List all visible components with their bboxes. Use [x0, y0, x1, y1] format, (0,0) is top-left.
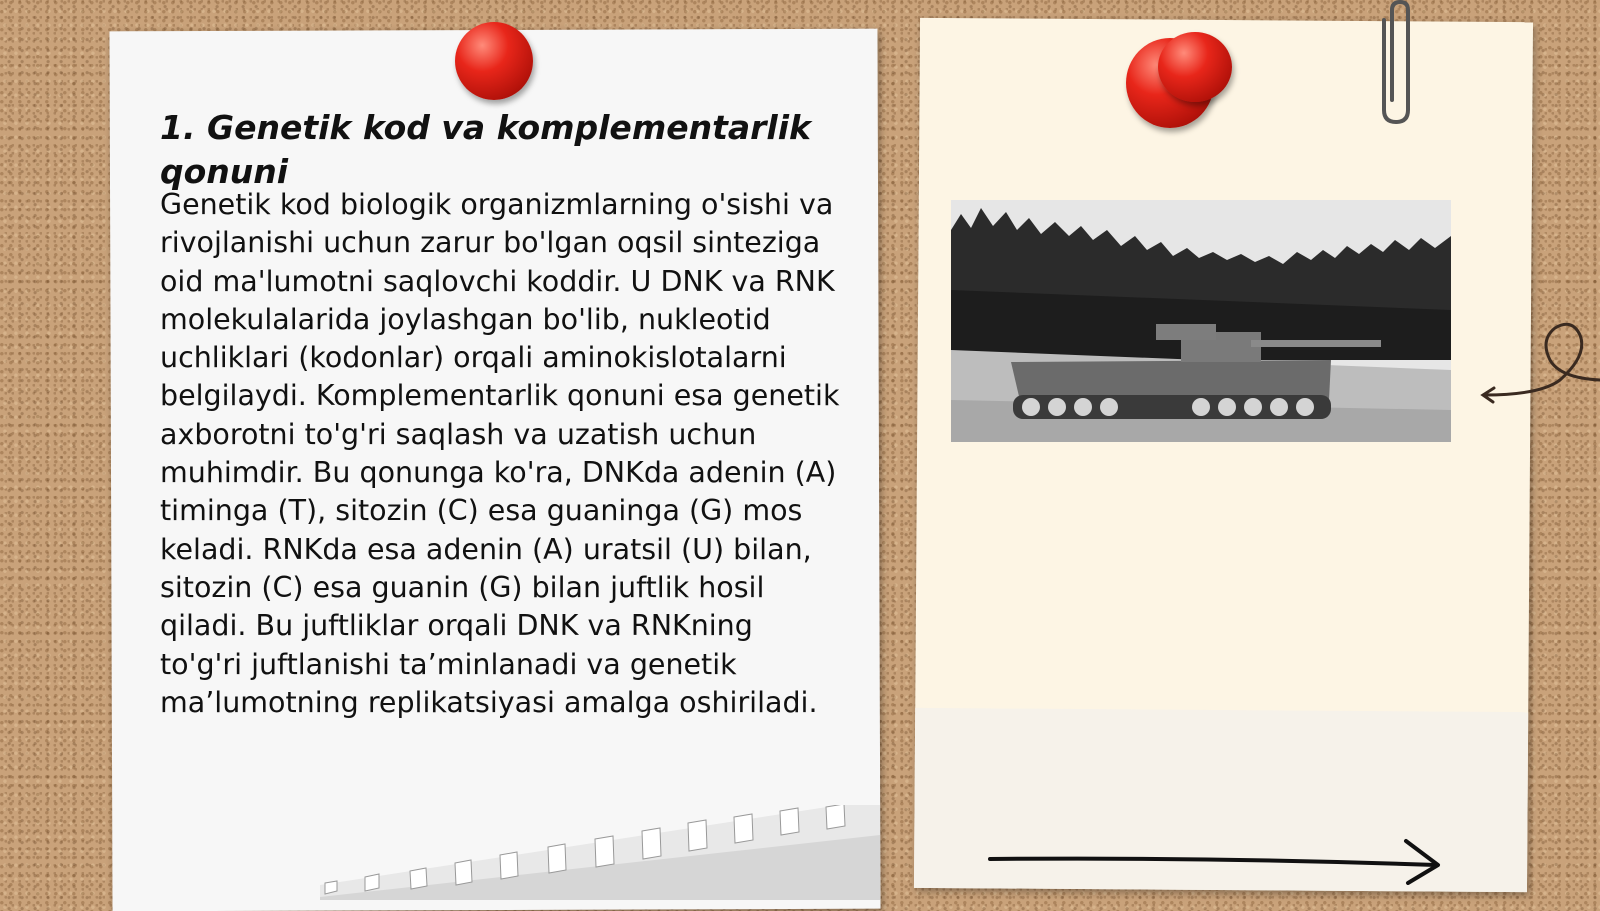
right-note — [914, 18, 1533, 892]
push-pin-icon — [455, 22, 533, 100]
body-paragraph: Genetik kod biologik organizmlarning o'sishi va rivojlanishi uchun zarur bo'lgan oqsil sinteziga oid ma'lumotni saqlovchi koddir. U DNK va RNK molekulalarida joylashgan bo'lib, nukleotid uchliklari (kodonlar) orqali aminokislotalarni belgilaydi. Komplementarlik qonuni esa genetik axborotni to'g'ri saqlash va uzatish uchun muhimdir. Bu qonunga ko'ra, DNKda adenin (A) timinga (T), sitozin (C) esa guaninga (G) mos keladi. RNKda esa adenin (A) uratsil (U) bilan, sitozin (C) esa guanin (G) bilan juftlik hosil qiladi. Bu juftliklar orqali DNK va RNKning to'g'ri juftlanishi ta’minlanadi va genetik ma’lumotning replikatsiyasi amalga oshiriladi. — [160, 188, 840, 719]
tank-photo-icon — [951, 200, 1451, 442]
page-title: 1. Genetik kod va komplementarlik qonuni — [160, 108, 811, 191]
paperclip-icon — [1372, 0, 1422, 130]
arrow-right-icon — [988, 835, 1448, 885]
push-pin-icon — [1158, 32, 1232, 102]
torn-paper-strip — [320, 805, 880, 900]
curly-arrow-icon — [1480, 310, 1600, 410]
